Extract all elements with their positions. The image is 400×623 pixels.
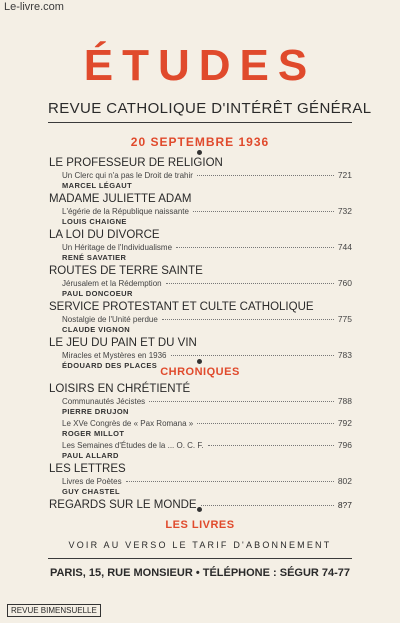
author-name: GUY CHASTEL xyxy=(62,487,121,496)
bullet-ornament xyxy=(197,359,202,364)
entry-title: Jérusalem et la Rédemption xyxy=(62,279,162,288)
toc-entry xyxy=(62,242,352,253)
dot-leader xyxy=(149,401,334,402)
page-number: 8?7 xyxy=(337,500,352,510)
section-title: LA LOI DU DIVORCE xyxy=(49,229,160,241)
section-title: LOISIRS EN CHRÉTIENTÉ xyxy=(49,383,191,395)
author-name: CLAUDE VIGNON xyxy=(62,325,131,334)
toc-item xyxy=(49,396,352,416)
toc-entry xyxy=(62,314,352,325)
author-name: PAUL DONCOEUR xyxy=(62,289,133,298)
section-title: REGARDS SUR LE MONDE xyxy=(49,499,197,511)
page-number: 732 xyxy=(337,206,352,216)
entry-title: Miracles et Mystères en 1936 xyxy=(62,351,167,360)
toc-entry xyxy=(62,278,352,289)
livres-heading: LES LIVRES xyxy=(165,519,235,531)
toc-item xyxy=(49,229,352,262)
page-number: 792 xyxy=(337,418,352,428)
toc-entry xyxy=(62,170,352,181)
section-title: LE PROFESSEUR DE RELIGION xyxy=(49,157,223,169)
revue-badge: REVUE BIMENSUELLE xyxy=(7,604,101,617)
toc-item xyxy=(49,301,352,334)
address-line: PARIS, 15, RUE MONSIEUR • TÉLÉPHONE : SÉGUR 74-77 xyxy=(49,567,351,579)
masthead-title: ÉTUDES xyxy=(83,41,317,90)
dot-leader xyxy=(208,445,334,446)
dot-leader xyxy=(166,283,334,284)
divider-rule xyxy=(48,122,352,123)
entry-title: Un Héritage de l'Individualisme xyxy=(62,243,173,252)
watermark: Le-livre.com xyxy=(4,1,64,13)
dot-leader xyxy=(201,505,334,506)
author-name: ÉDOUARD DES PLACES xyxy=(62,361,158,370)
masthead-subtitle: REVUE CATHOLIQUE D'INTÉRÊT GÉNÉRAL xyxy=(48,100,372,117)
table-of-contents xyxy=(49,157,352,373)
dot-leader xyxy=(162,319,334,320)
toc-entry xyxy=(62,476,352,487)
chroniques-contents xyxy=(49,383,352,512)
dot-leader xyxy=(176,247,334,248)
divider-rule xyxy=(48,558,352,559)
toc-item xyxy=(49,193,352,226)
dot-leader xyxy=(126,481,334,482)
bullet-ornament xyxy=(197,507,202,512)
dot-leader xyxy=(171,355,334,356)
dot-leader xyxy=(197,175,334,176)
page-number: 796 xyxy=(337,440,352,450)
page-number: 802 xyxy=(337,476,352,486)
toc-entry xyxy=(62,418,352,429)
toc-item xyxy=(49,476,352,496)
author-name: ROGER MILLOT xyxy=(62,429,125,438)
entry-title: Les Semaines d'Études de la ... O. C. F. xyxy=(62,441,204,450)
entry-title: Livres de Poètes xyxy=(62,477,122,486)
page-number: 744 xyxy=(337,242,352,252)
entry-title: Nostalgie de l'Unité perdue xyxy=(62,315,158,324)
toc-entry xyxy=(62,396,352,407)
author-name: PAUL ALLARD xyxy=(62,451,119,460)
toc-entry xyxy=(62,440,352,451)
toc-item xyxy=(49,418,352,438)
dot-leader xyxy=(193,211,334,212)
page-number: 788 xyxy=(337,396,352,406)
page-number: 775 xyxy=(337,314,352,324)
entry-title: Communautés Jécistes xyxy=(62,397,146,406)
toc-item xyxy=(49,440,352,460)
section-title: SERVICE PROTESTANT ET CULTE CATHOLIQUE xyxy=(49,301,314,313)
chroniques-heading: CHRONIQUES xyxy=(160,366,240,378)
entry-title: L'égérie de la République naissante xyxy=(62,207,189,216)
toc-item xyxy=(49,157,352,190)
page-number: 783 xyxy=(337,350,352,360)
toc-entry xyxy=(62,350,352,361)
author-name: MARCEL LÉGAUT xyxy=(62,181,133,190)
page-number: 721 xyxy=(337,170,352,180)
author-name: PIERRE DRUJON xyxy=(62,407,129,416)
section-title: LES LETTRES xyxy=(49,463,126,475)
section-title: ROUTES DE TERRE SAINTE xyxy=(49,265,203,277)
toc-item xyxy=(49,265,352,298)
dot-leader xyxy=(197,423,334,424)
author-name: LOUIS CHAIGNE xyxy=(62,217,127,226)
entry-title: Le XVe Congrès de « Pax Romana » xyxy=(62,419,194,428)
section-title: MADAME JULIETTE ADAM xyxy=(49,193,192,205)
page-number: 760 xyxy=(337,278,352,288)
section-title: LE JEU DU PAIN ET DU VIN xyxy=(49,337,197,349)
entry-title: Un Clerc qui n'a pas le Droit de trahir xyxy=(62,171,193,180)
toc-entry xyxy=(62,206,352,217)
subscription-note: VOIR AU VERSO LE TARIF D'ABONNEMENT xyxy=(68,540,332,550)
bullet-ornament xyxy=(197,150,202,155)
author-name: RENÉ SAVATIER xyxy=(62,253,127,262)
issue-date: 20 SEPTEMBRE 1936 xyxy=(130,135,270,149)
